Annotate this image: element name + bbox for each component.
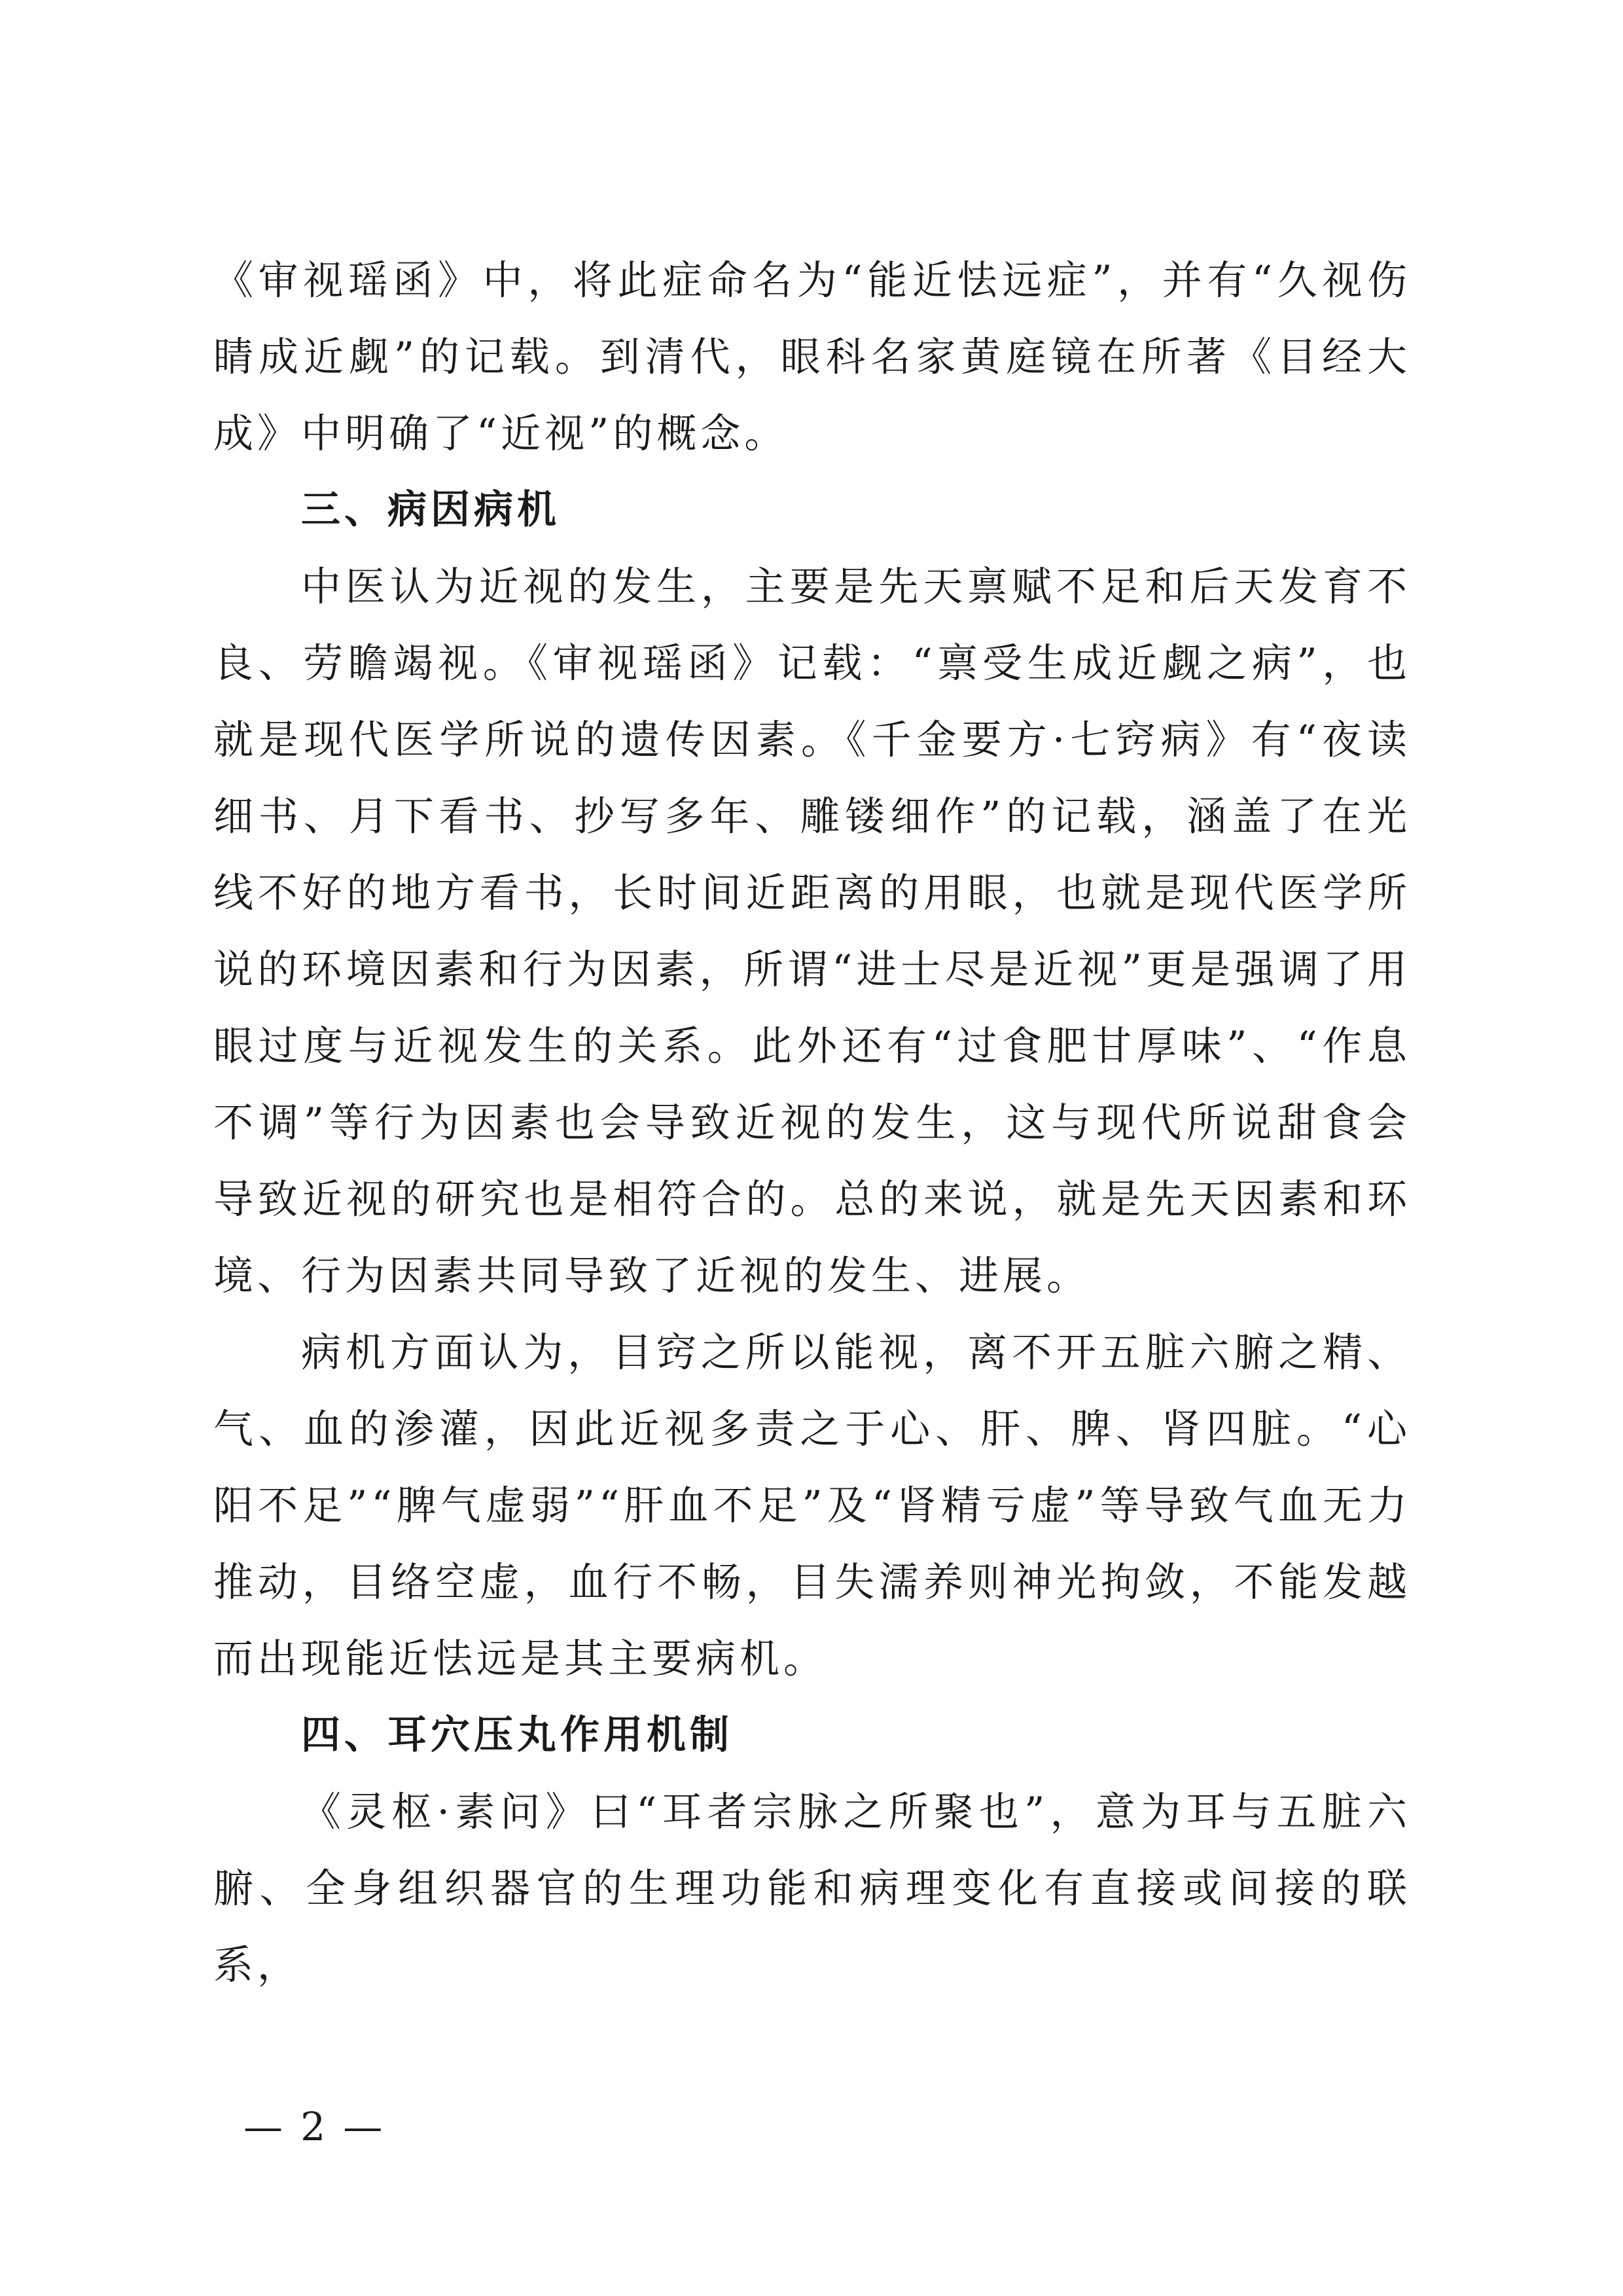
paragraph-ear-acupressure: 《灵枢·素问》曰“耳者宗脉之所聚也”，意为耳与五脏六腑、全身组织器官的生理功能和病理变化有直接或间接的联系， xyxy=(213,1789,1411,1988)
page-number: — 2 — xyxy=(243,2104,385,2150)
section-heading-pathogenesis: 三、病因病机 xyxy=(301,487,560,533)
paragraph-causes: 中医认为近视的发生，主要是先天禀赋不足和后天发育不良、劳瞻竭视。《审视瑶函》记载：“禀受生成近觑之病”，也就是现代医学所说的遗传因素。《千金要方·七窍病》有“夜读细书、月下看书、抄写多年、雕镂细作”的记载，涵盖了在光线不好的地方看书，长时间近距离的用眼，也就是现代医学所说的环境因素和行为因素，所谓“进士尽是近视”更是强调了用眼过度与近视发生的关系。此外还有“过食肥甘厚味”、“作息不调”等行为因素也会导致近视的发生，这与现代所说甜食会导致近视的研究也是相符合的。总的来说，就是先天因素和环境、行为因素共同导致了近视的发生、进展。 xyxy=(213,564,1411,1299)
document-body xyxy=(213,242,1411,2003)
paragraph-continuation: 《审视瑶函》中，将此症命名为“能近怯远症”，并有“久视伤睛成近觑”的记载。到清代，眼科名家黄庭镜在所著《目经大成》中明确了“近视”的概念。 xyxy=(213,257,1411,457)
section-heading-ear-acupressure: 四、耳穴压丸作用机制 xyxy=(301,1712,733,1758)
paragraph-mechanism: 病机方面认为，目窍之所以能视，离不开五脏六腑之精、气、血的渗灌，因此近视多责之于心、肝、脾、肾四脏。“心阳不足”“脾气虚弱”“肝血不足”及“肾精亏虚”等导致气血无力推动，目络空虚，血行不畅，目失濡养则神光拘敛，不能发越而出现能近怯远是其主要病机。 xyxy=(213,1329,1411,1682)
